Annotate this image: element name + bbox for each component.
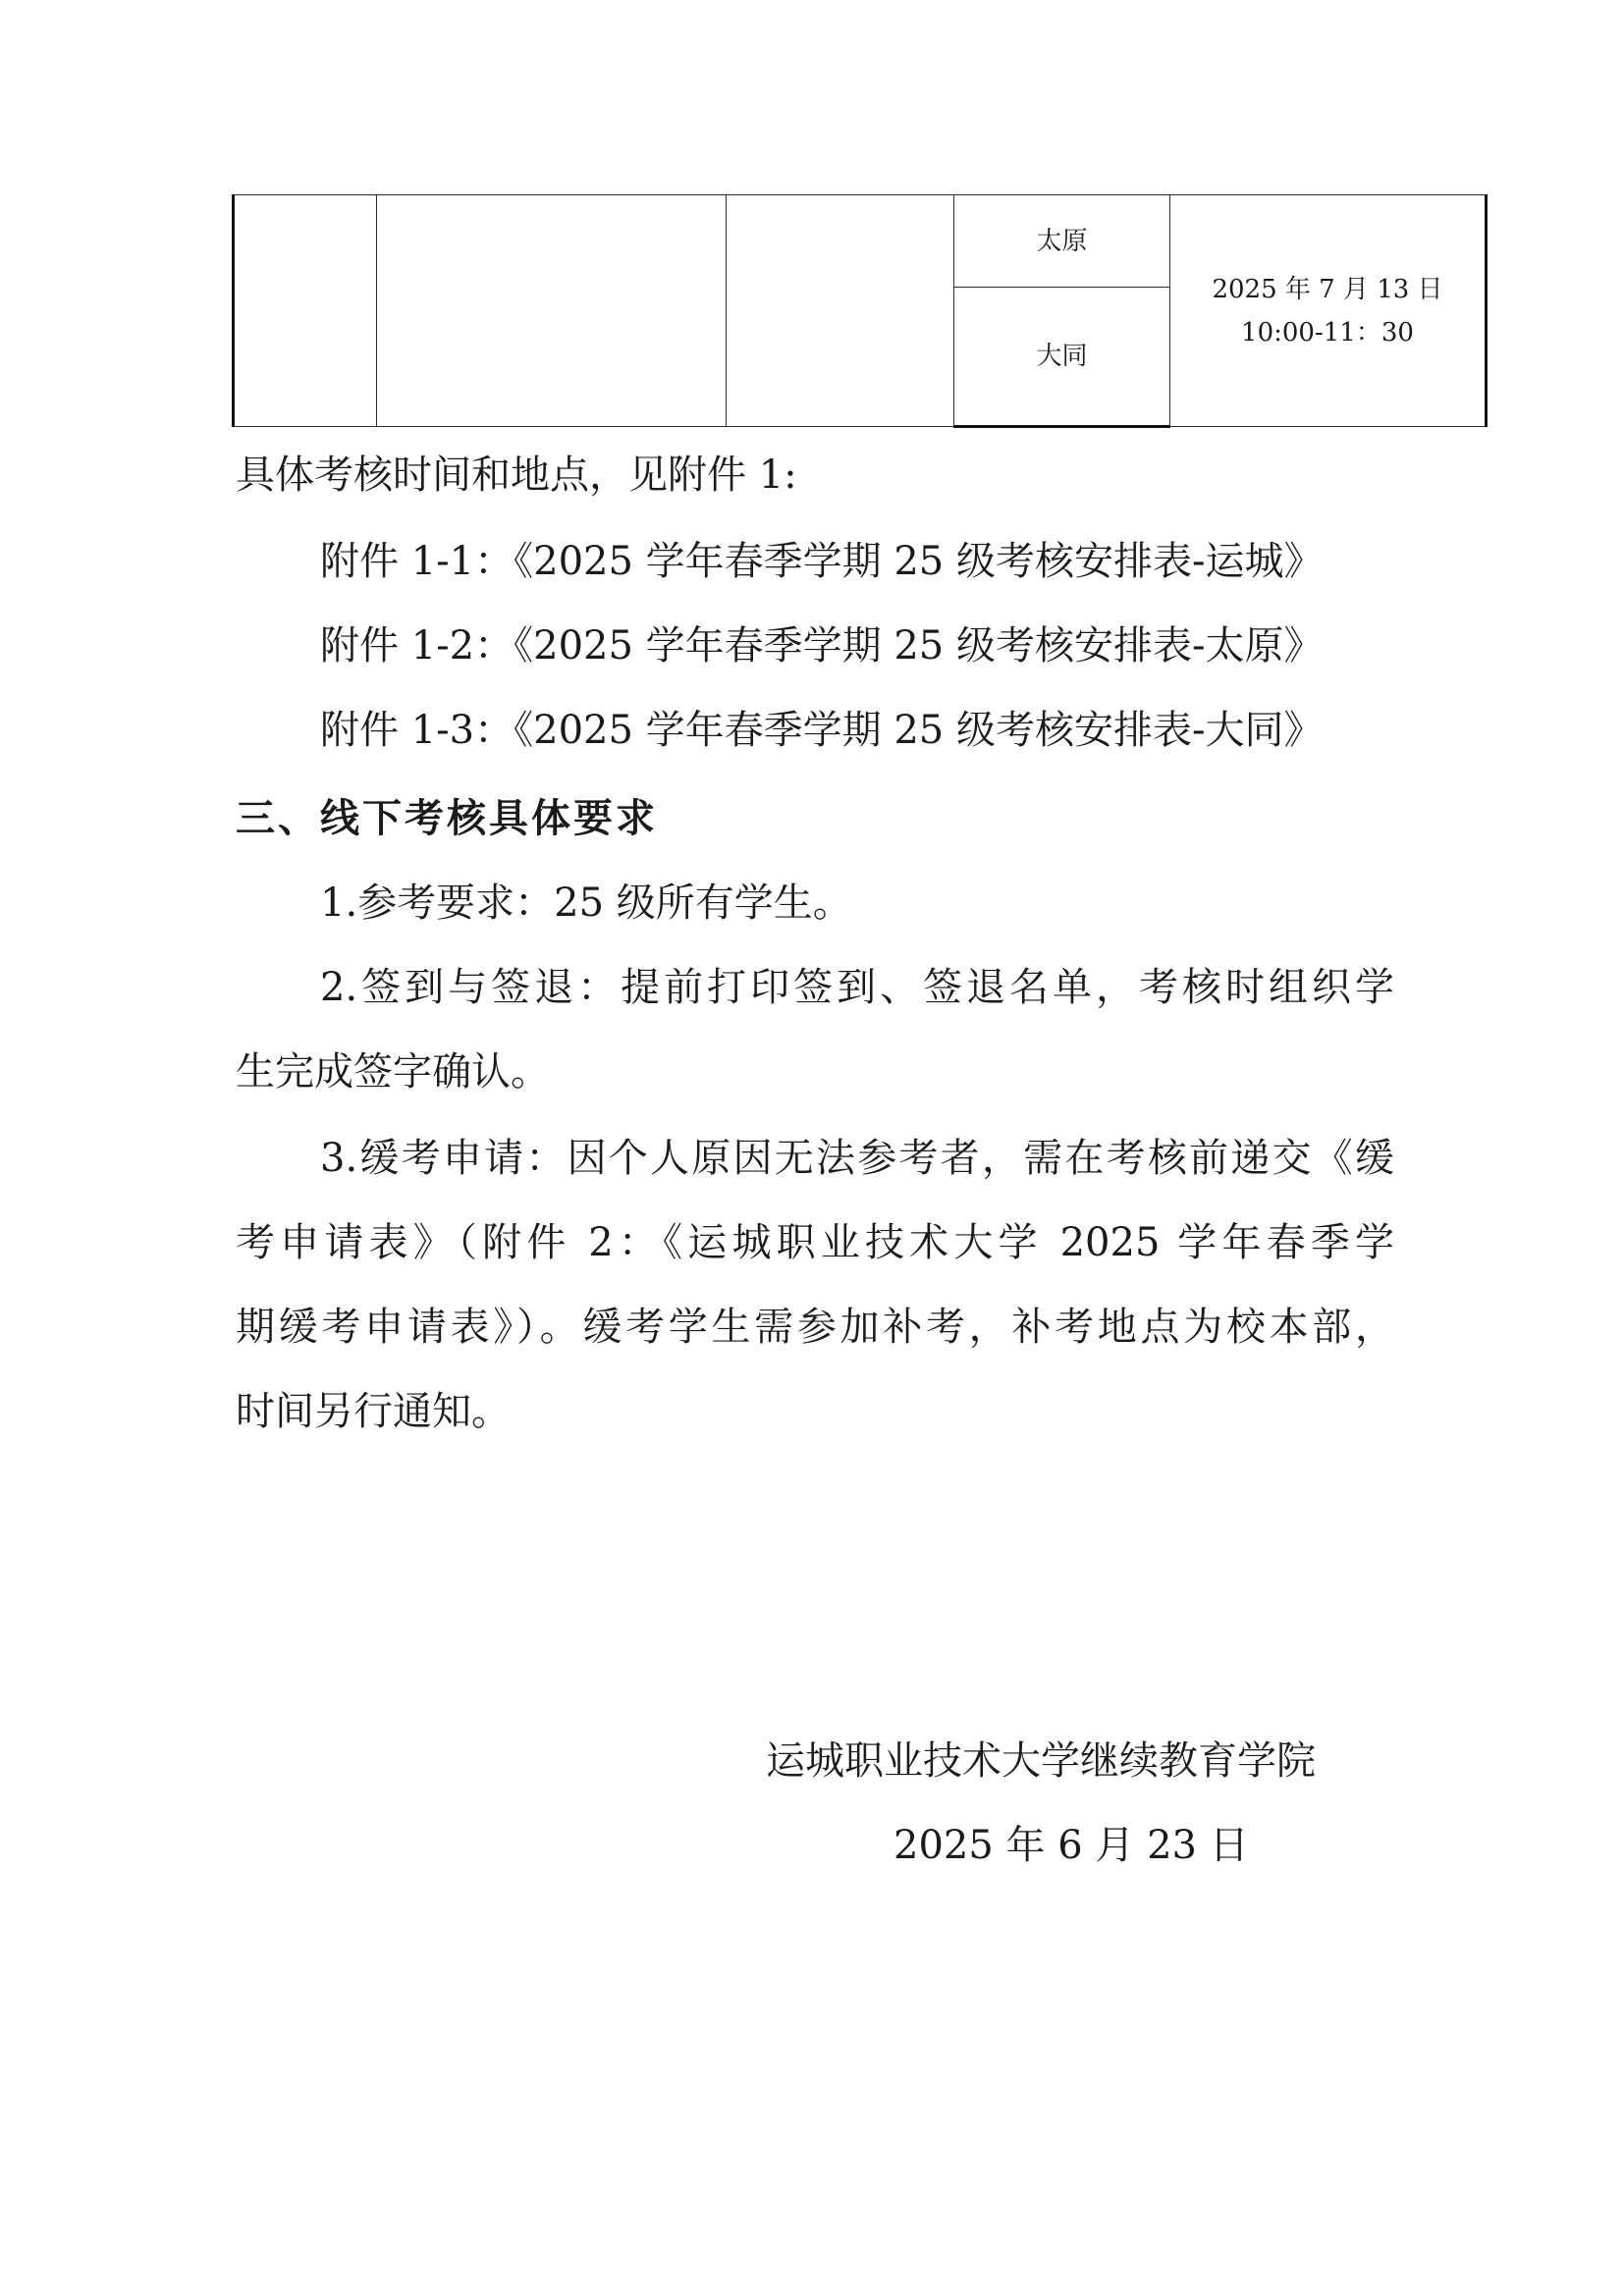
time-range: 10:00-11：30 — [1241, 317, 1414, 347]
table-cell-empty — [234, 195, 377, 427]
attachment-1-1: 附件 1-1：《2025 学年春季学期 25 级考核安排表-运城》 — [320, 539, 1324, 584]
table-cell-time — [1170, 195, 1487, 427]
section-three-heading: 三、线下考核具体要求 — [236, 796, 658, 841]
intro-line: 具体考核时间和地点，见附件 1: — [236, 453, 797, 498]
requirement-item-3-line-4: 时间另行通知。 — [236, 1389, 511, 1434]
table-cell-empty — [377, 195, 727, 427]
table-row — [234, 195, 1487, 288]
requirement-item-3-line-3: 期缓考申请表》）。缓考学生需参加补考，补考地点为校本部， — [236, 1305, 1394, 1350]
signature-organization: 运城职业技术大学继续教育学院 — [766, 1738, 1316, 1784]
attachment-1-3: 附件 1-3：《2025 学年春季学期 25 级考核安排表-大同》 — [320, 708, 1324, 753]
schedule-table — [232, 194, 1488, 428]
attachment-1-2: 附件 1-2：《2025 学年春季学期 25 级考核安排表-太原》 — [320, 623, 1324, 668]
requirement-item-2-line-2: 生完成签字确认。 — [236, 1049, 550, 1095]
schedule-table-fragment — [232, 194, 1485, 426]
table-cell-location: 太原 — [954, 195, 1170, 288]
requirement-item-3-line-2: 考申请表》（附件 2：《运城职业技术大学 2025 学年春季学 — [236, 1220, 1394, 1265]
table-cell-location: 大同 — [954, 288, 1170, 427]
time-date: 2025 年 7 月 13 日 — [1212, 274, 1443, 304]
requirement-item-2-line-1: 2.签到与签退：提前打印签到、签退名单，考核时组织学 — [320, 965, 1394, 1010]
requirement-item-1: 1.参考要求：25 级所有学生。 — [320, 881, 852, 926]
requirement-item-3-line-1: 3.缓考申请：因个人原因无法参考者，需在考核前递交《缓 — [320, 1136, 1394, 1181]
signature-date: 2025 年 6 月 23 日 — [893, 1823, 1249, 1868]
table-cell-empty — [727, 195, 954, 427]
